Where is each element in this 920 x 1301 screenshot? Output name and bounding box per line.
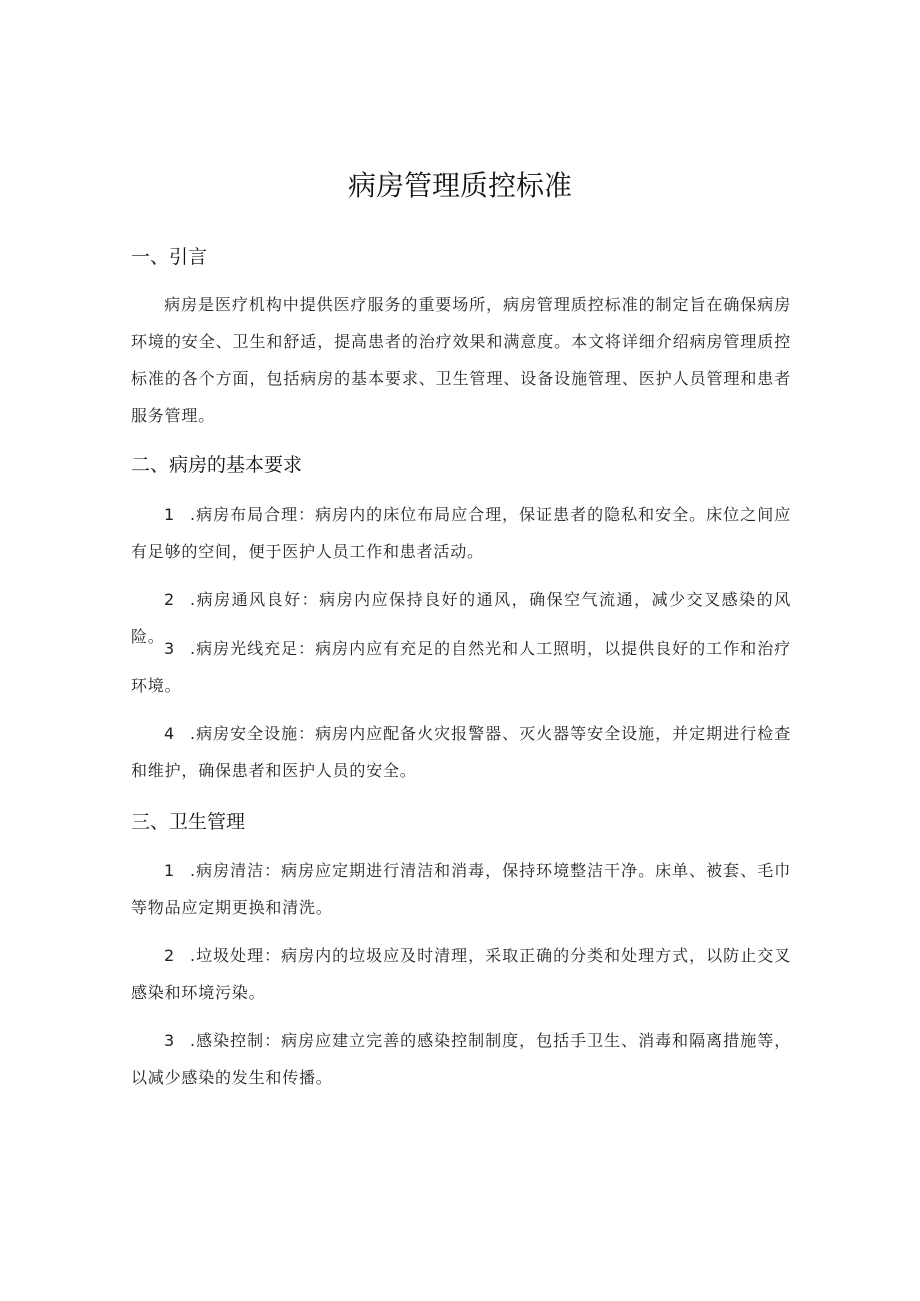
numbered-paragraph — [131, 852, 791, 926]
paragraph-text: .病房清洁：病房应定期进行清洁和消毒，保持环境整洁干净。床单、被套、毛巾等物品应定期更换和清洗。 — [131, 861, 791, 917]
numbered-paragraph — [131, 937, 791, 1011]
item-number: 2 — [164, 590, 175, 609]
item-number: 3 — [164, 1031, 175, 1050]
section-heading-introduction: 一、引言 — [131, 246, 208, 268]
paragraph-text: .病房布局合理：病房内的床位布局应合理，保证患者的隐私和安全。床位之间应有足够的空间，便于医护人员工作和患者活动。 — [131, 505, 791, 561]
numbered-paragraph — [131, 496, 791, 570]
paragraph-text: .垃圾处理：病房内的垃圾应及时清理，采取正确的分类和处理方式，以防止交叉感染和环境污染。 — [131, 946, 791, 1002]
item-number: 1 — [164, 861, 175, 880]
paragraph-text: .病房通风良好：病房内应保持良好的通风，确保空气流通，减少交叉感染的风险。 — [131, 590, 791, 646]
paragraph-text: 病房是医疗机构中提供医疗服务的重要场所，病房管理质控标准的制定旨在确保病房环境的安全、卫生和舒适，提高患者的治疗效果和满意度。本文将详细介绍病房管理质控标准的各个方面，包括病房的基本要求、卫生管理、设备设施管理、医护人员管理和患者服务管理。 — [131, 295, 791, 425]
item-number: 4 — [164, 724, 175, 743]
item-number: 2 — [164, 946, 175, 965]
numbered-paragraph — [131, 715, 791, 789]
numbered-paragraph — [131, 630, 791, 704]
section-paragraph — [131, 286, 791, 434]
numbered-paragraph — [131, 1022, 791, 1096]
item-number: 3 — [164, 639, 175, 658]
paragraph-text: .病房安全设施：病房内应配备火灾报警器、灭火器等安全设施，并定期进行检查和维护，确保患者和医护人员的安全。 — [131, 724, 791, 780]
document-title: 病房管理质控标准 — [347, 169, 572, 202]
section-heading-basic-requirements: 二、病房的基本要求 — [131, 454, 303, 476]
section-heading-hygiene-management: 三、卫生管理 — [131, 811, 246, 833]
paragraph-text: .病房光线充足：病房内应有充足的自然光和人工照明，以提供良好的工作和治疗环境。 — [131, 639, 791, 695]
paragraph-text: .感染控制：病房应建立完善的感染控制制度，包括手卫生、消毒和隔离措施等，以减少感染的发生和传播。 — [131, 1031, 791, 1087]
item-number: 1 — [164, 505, 175, 524]
